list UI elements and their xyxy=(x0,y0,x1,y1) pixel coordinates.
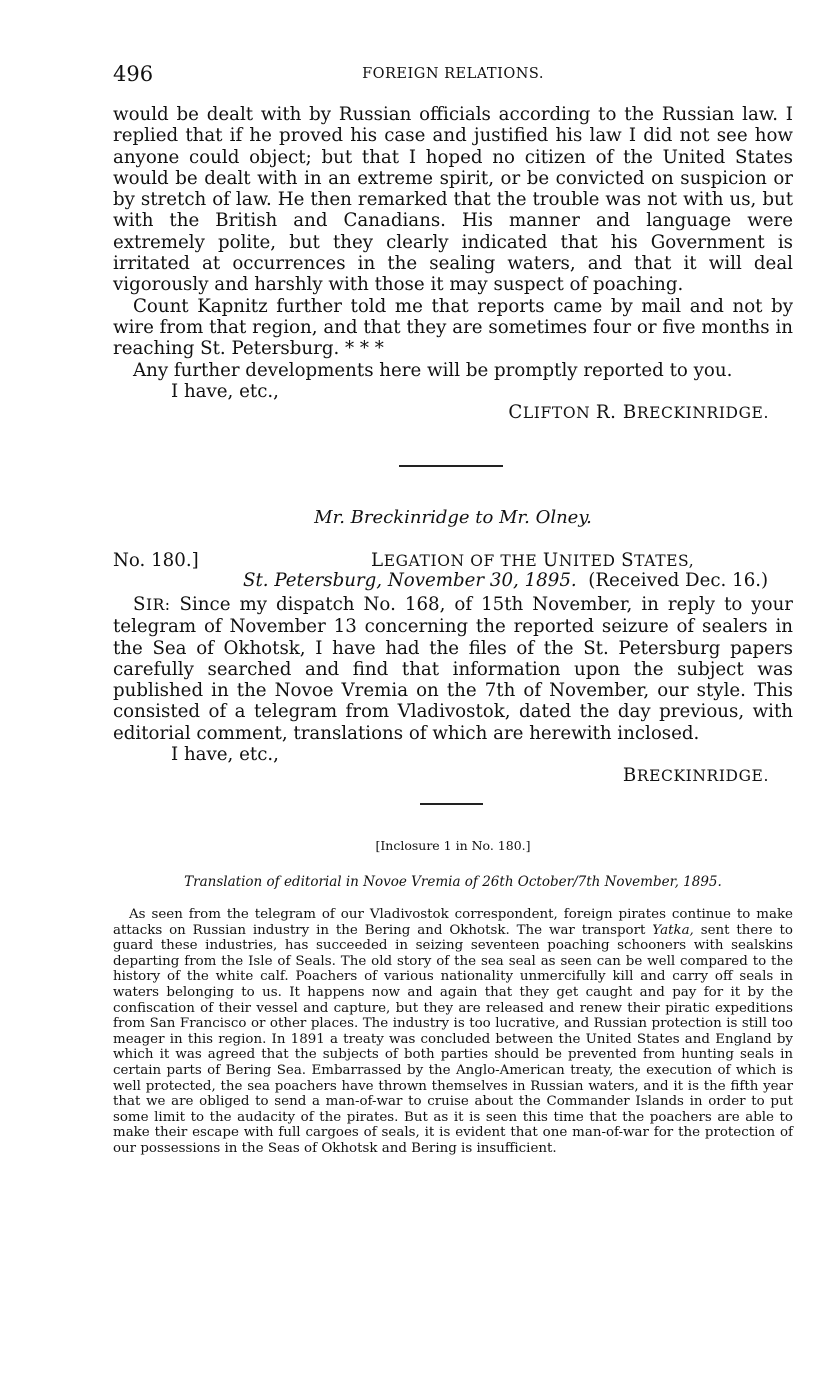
letter1-paragraph: Any further developments here will be promptly reported to you. xyxy=(133,359,733,381)
received-date: (Received Dec. 16.) xyxy=(588,570,769,591)
ship-name: Yatka, xyxy=(652,922,694,938)
inclosure-paragraph: As seen from the telegram of our Vladivostok correspondent, foreign pirates continue to make attacks on Russian industry in the Bering and Okhotsk. The war transport Yatka, sent there to guard these industries, has succeeded in seizing seventeen poaching schooners with sealskins departing from the Isle of Seals. The old story of the sea seal as seen can be well compared to the history of the white calf. Poachers of various nationality unmercifully kill and carry off seals in waters belonging to us. It happens now and again that they get caught and pay for it by the confiscation of their vessel and capture, but they are released and renew their piratic expeditions from San Francisco or other places. The industry is too lucrative, and Russian protection is still too meager in this region. In 1891 a treaty was concluded between the United States and England by which it was agreed that the subjects of both parties should be prevented from hunting seals in certain parts of Bering Sea. Embarrassed by the Anglo-American treaty, the execution of which is well protected, the sea poachers have thrown themselves in Russian waters, and it is the fifth year that we are obliged to send a man-of-war to cruise about the Commander Islands in order to put some limit to the audacity of the pirates. But as it is seen this time that the poachers are able to make their escape with full cargoes of seals, it is evident that one man-of-war for the protection of our possessions in the Seas of Okhotsk and Bering is insufficient. xyxy=(113,907,793,1156)
letter2 xyxy=(113,594,793,788)
letter1-closing: I have, etc., xyxy=(171,380,279,402)
letter2-body: SIR: Since my dispatch No. 168, of 15th November, in reply to your telegram of November 13 concerning the reported seizure of sealers in the Sea of Okhotsk, I have had the files of the St. Petersburg papers carefully searched and find that information upon the subject was published in the Novoe Vremia on the 7th of November, our style. This consisted of a telegram from Vladivostok, dated the day previous, with editorial comment, translations of which are herewith inclosed. xyxy=(113,594,793,744)
letter1 xyxy=(113,104,793,424)
inclosure-label: [Inclosure 1 in No. 180.] xyxy=(375,838,531,853)
letter1-paragraph: Count Kapnitz further told me that reports came by mail and not by wire from that region, and that they are sometimes four or five months in reaching St. Petersburg. * * * xyxy=(113,295,793,360)
dispatch-number: No. 180.] xyxy=(113,550,199,571)
salutation: SIR: xyxy=(133,594,171,615)
letter2-closing: I have, etc., xyxy=(171,744,279,766)
legation-heading: LEGATION OF THE UNITED STATES, xyxy=(371,550,695,571)
letter1-signature: CLIFTON R. BRECKINRIDGE. xyxy=(508,402,769,424)
inclosure-subtitle: Translation of editorial in Novoe Vremia of 26th October/7th November, 1895. xyxy=(184,874,722,890)
letter2-place-date xyxy=(243,570,768,591)
section-divider xyxy=(399,465,503,467)
letter1-paragraph: would be dealt with by Russian officials according to the Russian law. I replied that if he proved his case and justified his law I did not see how anyone could object; but that I hoped no citizen of the United States would be dealt with in an extreme spirit, or be convicted on suspicion or by stretch of law. He then remarked that the trouble was not with us, but with the British and Canadians. His manner and language were extremely polite, but they clearly indicated that his Government is irritated at occurrences in the sealing waters, and that it will deal vigorously and harshly with those it may suspect of poaching. xyxy=(113,104,793,296)
letter2-signature: BRECKINRIDGE. xyxy=(622,765,769,787)
page-number: 496 xyxy=(113,62,154,86)
inclosure-body xyxy=(113,907,793,1157)
letter2-dateline xyxy=(113,550,793,572)
letter2-title: Mr. Breckinridge to Mr. Olney. xyxy=(314,507,592,528)
section-divider xyxy=(420,803,483,805)
place-date: St. Petersburg, November 30, 1895. xyxy=(243,570,577,591)
running-head: FOREIGN RELATIONS. xyxy=(362,66,544,82)
page-header xyxy=(113,62,793,90)
